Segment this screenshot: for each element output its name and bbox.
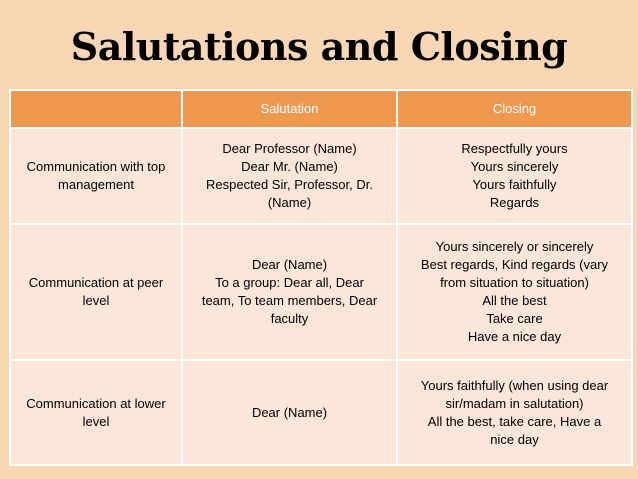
slide-title: Salutations and Closing xyxy=(70,24,568,69)
header-salutation: Salutation xyxy=(182,90,397,128)
closing-line: from situation to situation) xyxy=(440,275,589,290)
table-row-top-management xyxy=(10,128,632,224)
closing-line: Have a nice day xyxy=(467,329,562,344)
salutation-line: Dear Professor (Name) xyxy=(222,141,357,156)
table-row-lower-level xyxy=(10,360,632,465)
salutation-line: team, To team members, Dear xyxy=(201,293,378,308)
salutation-line: Dear (Name) xyxy=(251,257,328,272)
closing-cell xyxy=(397,360,632,465)
salutation-closing-table xyxy=(9,89,633,466)
salutation-line: Dear Mr. (Name) xyxy=(241,159,338,174)
closing-line: Respectfully yours xyxy=(461,141,568,156)
closing-line: nice day xyxy=(490,431,539,447)
category-cell: Communication at peer level xyxy=(10,224,182,360)
salutation-cell xyxy=(182,128,397,224)
closing-line: Yours sincerely or sincerely xyxy=(435,239,594,254)
category-cell: Communication at lower level xyxy=(10,360,182,465)
closing-line: sir/madam in salutation) xyxy=(445,395,584,411)
salutation-cell xyxy=(182,360,397,465)
table-row-peer-level xyxy=(10,224,632,360)
salutation-line: Dear (Name) xyxy=(251,404,328,420)
header-closing: Closing xyxy=(397,90,632,128)
salutation-line: faculty xyxy=(270,311,309,326)
header-category xyxy=(10,90,182,128)
table-header-row xyxy=(10,90,632,128)
closing-line: Regards xyxy=(489,195,540,210)
closing-line: Yours faithfully (when using dear xyxy=(420,377,609,393)
salutation-cell xyxy=(182,224,397,360)
category-cell: Communication with top management xyxy=(10,128,182,224)
closing-line: Best regards, Kind regards (vary xyxy=(420,257,609,272)
closing-cell xyxy=(397,128,632,224)
salutation-line: (Name) xyxy=(267,195,312,210)
closing-line: Take care xyxy=(486,311,543,326)
closing-line: All the best, take care, Have a xyxy=(427,413,602,429)
closing-line: Yours faithfully xyxy=(472,177,557,192)
closing-line: Yours sincerely xyxy=(470,159,559,174)
salutation-line: To a group: Dear all, Dear xyxy=(215,275,364,290)
salutation-line: Respected Sir, Professor, Dr. xyxy=(206,177,373,192)
closing-line: All the best xyxy=(482,293,547,308)
closing-cell xyxy=(397,224,632,360)
